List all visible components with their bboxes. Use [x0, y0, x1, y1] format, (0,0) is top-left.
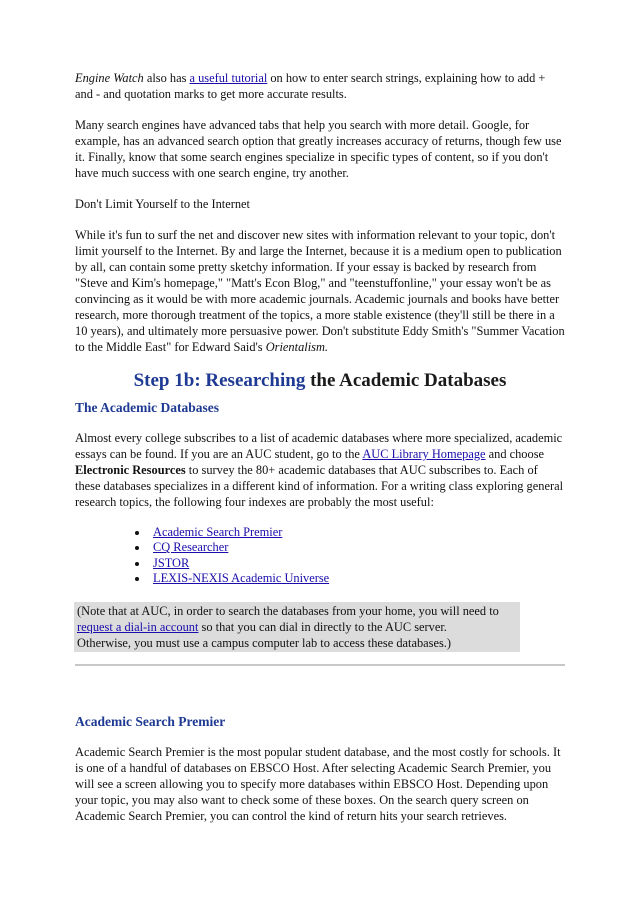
text: Almost every college subscribes to a list of academic databases where more specialized, academic essays can be found. If you are an AUC student, go to the	[75, 431, 563, 461]
auc-library-homepage-link[interactable]: AUC Library Homepage	[362, 447, 486, 461]
note-box	[74, 602, 520, 652]
list-item	[153, 540, 565, 555]
paragraph-engine-watch	[75, 70, 565, 102]
list-item	[153, 556, 565, 571]
text: While it's fun to surf the net and discover new sites with information relevant to your topic, don't limit yourself to the Internet. By and large the Internet, because it is a medium open to publication by all, can contain some pretty sketchy information. If your essay is backed by research from "Steve and Kim's homepage," "Matt's Econ Blog," and "teenstuffonline," your essay won't be as convincing as it would be with more academic journals. Academic journals and books have better research, more thorough treatment of the topics, a more stable existence (they'll still be there in a 10 years), and ultimately more persuasive power. Don't substitute Eddy Smith's "Summer Vacation to the Middle East" for Edward Said's	[75, 228, 565, 354]
paragraph-advanced-tabs: Many search engines have advanced tabs that help you search with more detail. Google, for example, has an advanced search option that greatly increases accuracy of returns, though few use it. Finally, know that some search engines specialize in specific types of content, so if you don't have much success with one search engine, try another.	[75, 118, 562, 180]
text: to survey the 80+ academic databases that AUC subscribes to. Each of these databases specializes in a different kind of information. For a writing class exploring general research topics, the following four indexes are probably the most useful:	[75, 463, 564, 509]
engine-watch-name: Engine Watch	[75, 71, 144, 85]
database-list	[75, 525, 565, 586]
database-link-academic-search-premier[interactable]: Academic Search Premier	[153, 525, 283, 539]
list-item	[153, 525, 565, 540]
text: on how to enter search strings, explaining how to add + and - and quotation marks to get more accurate results.	[75, 71, 546, 101]
subheading-dont-limit: Don't Limit Yourself to the Internet	[75, 197, 250, 211]
useful-tutorial-link[interactable]: a useful tutorial	[189, 71, 268, 85]
text: Otherwise, you must use a campus computer lab to access these databases.)	[77, 636, 452, 651]
paragraph-internet	[75, 227, 565, 355]
section-heading	[75, 370, 565, 392]
paragraph-academic-search-premier: Academic Search Premier is the most popular student database, and the most costly for schools. It is one of a handful of databases on EBSCO Host. After selecting Academic Search Premier, you will see a screen allowing you to specify more databases within EBSCO Host. Depending upon your topic, you may also want to check some of these boxes. On the search query screen on Academic Search Premier, you can control the kind of return hits your search retrieves.	[75, 745, 561, 824]
dial-in-account-link[interactable]: request a dial-in account	[77, 620, 199, 635]
list-item	[153, 571, 565, 586]
orientalism-title: Orientalism.	[265, 340, 329, 354]
text: so that you can dial in directly to the AUC server.	[198, 620, 447, 635]
heading-rest: the Academic Databases	[305, 370, 507, 391]
section-title-academic-databases: The Academic Databases	[75, 400, 219, 415]
heading-step: Step 1b: Researching	[133, 370, 306, 391]
paragraph-academic-databases	[75, 430, 565, 510]
divider	[75, 664, 565, 666]
database-link-cq-researcher[interactable]: CQ Researcher	[153, 540, 229, 555]
text: (Note that at AUC, in order to search the databases from your home, you will need to	[77, 604, 499, 619]
electronic-resources-label: Electronic Resources	[75, 463, 186, 477]
database-link-lexis-nexis[interactable]: LEXIS-NEXIS Academic Universe	[153, 570, 330, 585]
text: and choose	[485, 447, 545, 461]
section-title-academic-search-premier: Academic Search Premier	[75, 714, 226, 730]
database-link-jstor[interactable]: JSTOR	[153, 555, 190, 570]
text: also has	[143, 71, 190, 85]
document-page	[75, 70, 565, 839]
